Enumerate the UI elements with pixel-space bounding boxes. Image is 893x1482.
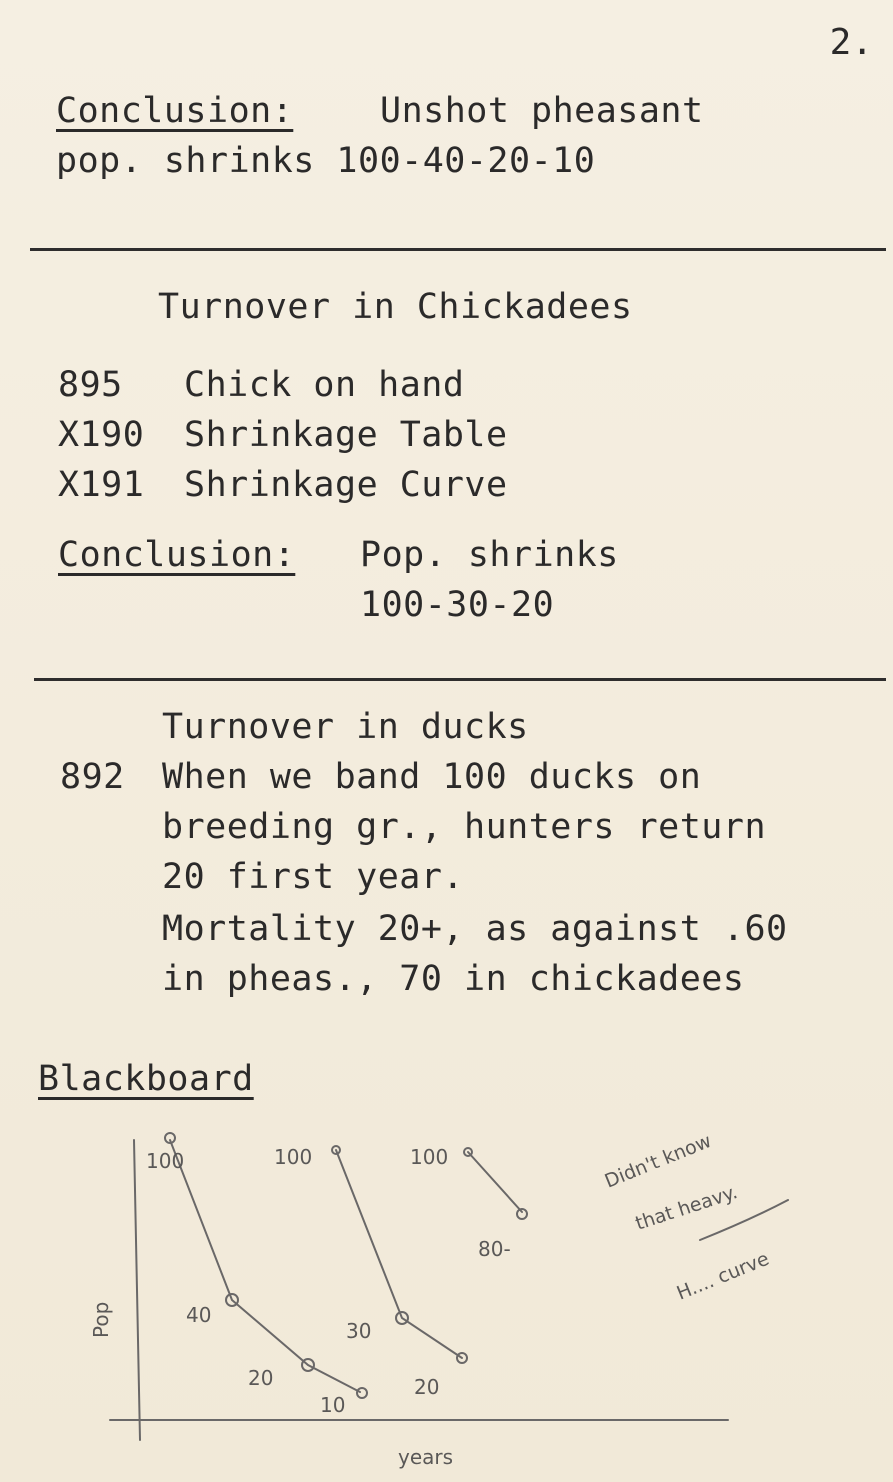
curve-2-label: 100 xyxy=(274,1145,313,1169)
x-axis-label: years xyxy=(398,1445,454,1469)
curve-1-label: 40 xyxy=(186,1303,212,1327)
ref-number: 892 xyxy=(60,757,125,797)
blackboard-label: Blackboard xyxy=(38,1059,254,1099)
duck-text-line: 20 first year. xyxy=(162,857,465,897)
curve-3-label: 80- xyxy=(478,1237,511,1261)
curve-3-line xyxy=(468,1152,522,1212)
duck-text-line: breeding gr., hunters return xyxy=(162,807,767,847)
margin-note: Didn't know xyxy=(601,1129,715,1193)
ref-number: 895 xyxy=(58,365,123,405)
section-divider xyxy=(30,248,886,251)
pheasant-conclusion-label: Conclusion: xyxy=(56,91,294,131)
curve-1-line xyxy=(170,1140,360,1392)
duck-text-line: When we band 100 ducks on xyxy=(162,757,702,797)
ref-number: X191 xyxy=(58,465,145,505)
duck-text-line: Mortality 20+, as against .60 xyxy=(162,909,788,949)
chickadee-conclusion-label: Conclusion: xyxy=(58,535,296,575)
duck-section-title: Turnover in ducks xyxy=(162,707,529,747)
ref-text: Shrinkage Table xyxy=(184,415,508,455)
curve-2-label: 20 xyxy=(414,1375,440,1399)
page-number: 2. xyxy=(829,22,873,63)
duck-text-line: in pheas., 70 in chickadees xyxy=(162,959,745,999)
chickadee-section-title: Turnover in Chickadees xyxy=(158,287,633,327)
margin-note: that heavy. xyxy=(632,1181,741,1235)
curve-1-label: 10 xyxy=(320,1393,346,1417)
section-divider xyxy=(34,678,886,681)
blackboard-sketch xyxy=(60,1060,860,1480)
y-axis-line xyxy=(134,1140,140,1440)
chickadee-conclusion-line2: 100-30-20 xyxy=(360,585,555,625)
curve-1-label: 100 xyxy=(146,1149,185,1173)
pheasant-conclusion-line2: pop. shrinks 100-40-20-10 xyxy=(56,141,596,181)
ref-number: X190 xyxy=(58,415,145,455)
pheasant-conclusion-text: Unshot pheasant xyxy=(380,91,704,131)
ref-text: Chick on hand xyxy=(184,365,465,405)
curve-1-label: 20 xyxy=(248,1366,274,1390)
chickadee-conclusion-line1: Pop. shrinks xyxy=(360,535,619,575)
curve-3-label: 100 xyxy=(410,1145,449,1169)
ref-text: Shrinkage Curve xyxy=(184,465,508,505)
y-axis-label: Pop xyxy=(89,1301,113,1338)
margin-note: H.... curve xyxy=(673,1247,773,1305)
curve-2-label: 30 xyxy=(346,1319,372,1343)
